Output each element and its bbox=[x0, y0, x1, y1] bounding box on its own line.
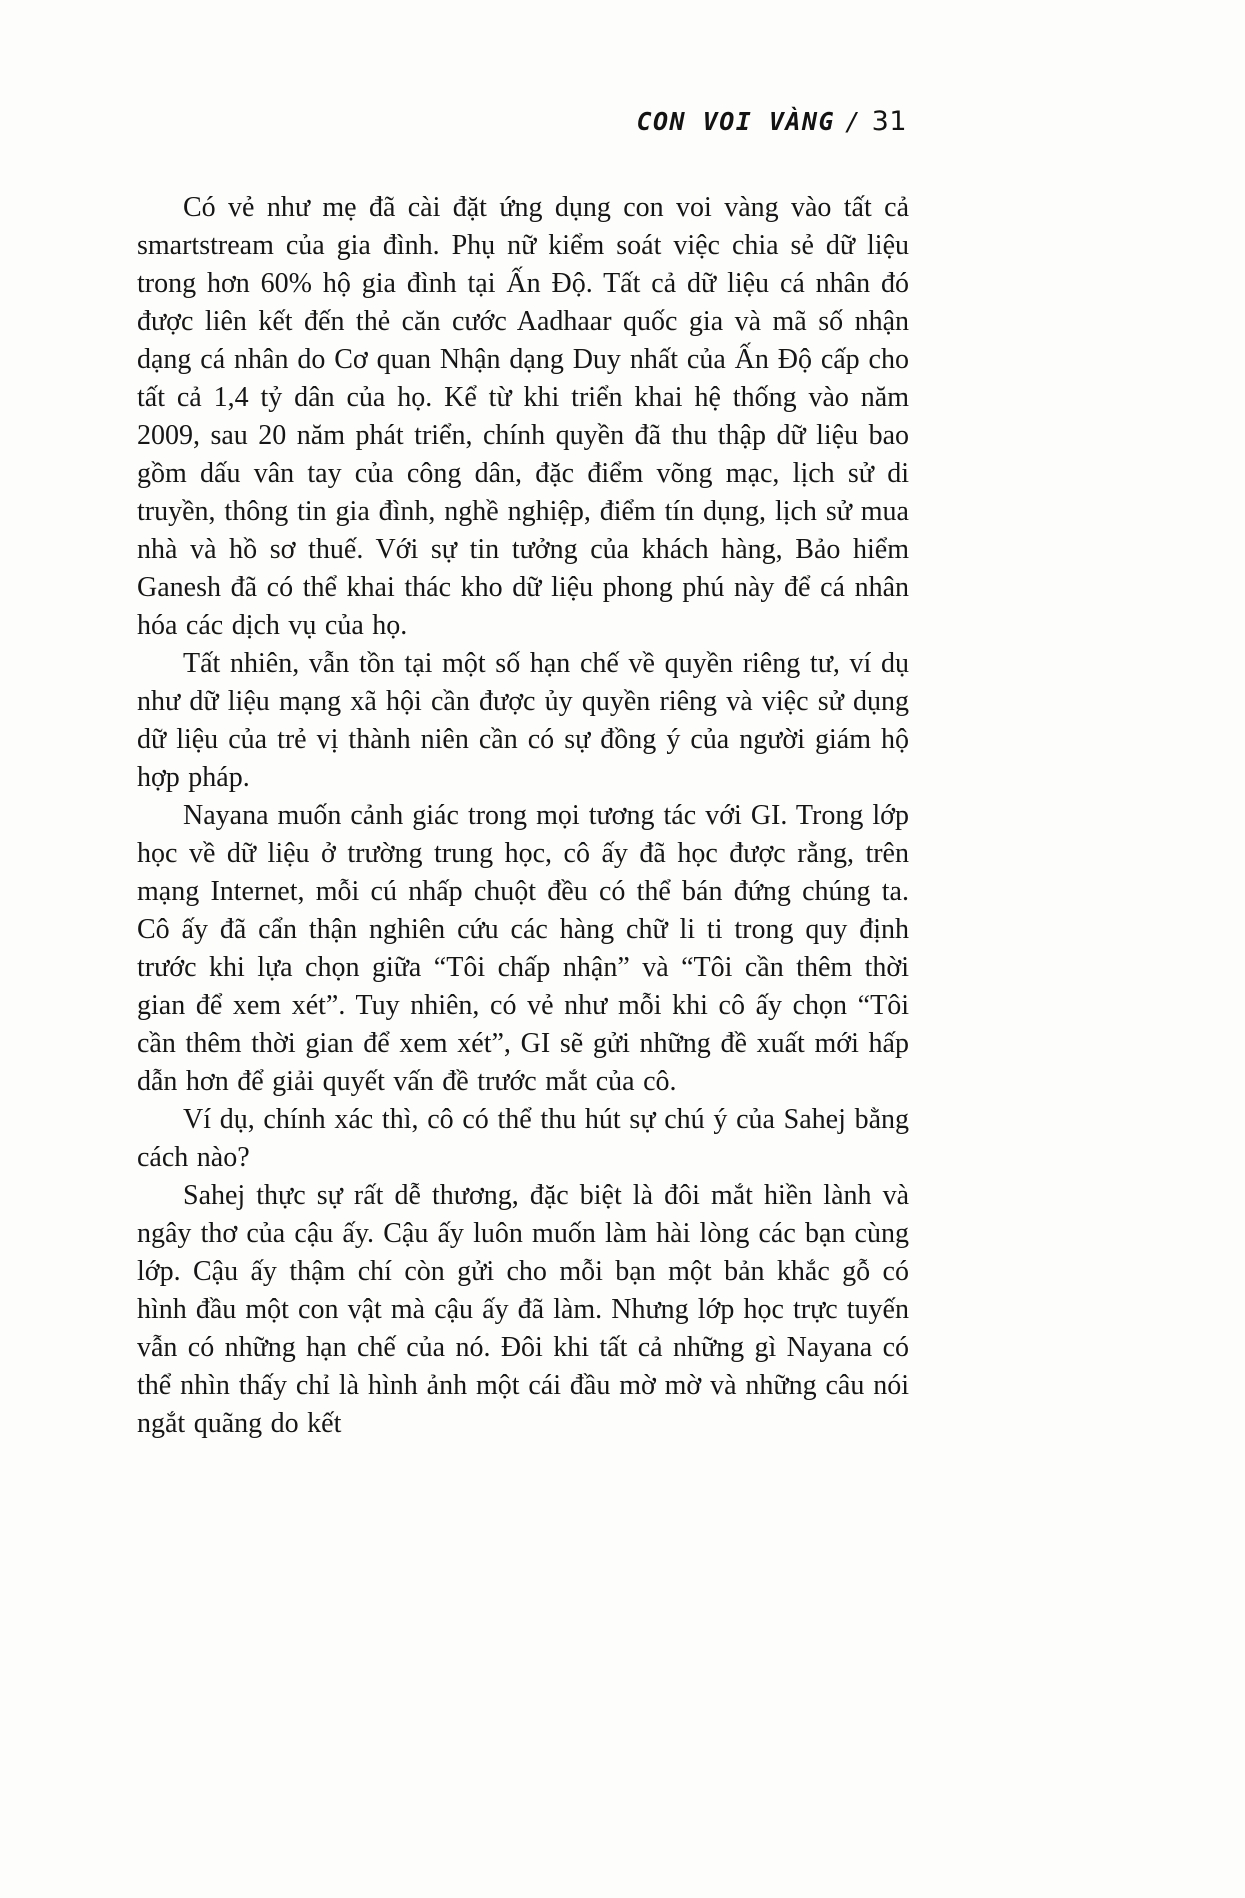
running-head-separator: / bbox=[845, 107, 862, 136]
paragraph: Ví dụ, chính xác thì, cô có thể thu hút sự chú ý của Sahej bằng cách nào? bbox=[137, 1104, 909, 1173]
page-body bbox=[137, 189, 909, 1443]
paragraph: Sahej thực sự rất dễ thương, đặc biệt là đôi mắt hiền lành và ngây thơ của cậu ấy. Cậu ấy luôn muốn làm hài lòng các bạn cùng lớp. Cậu ấy thậm chí còn gửi cho mỗi bạn một bản khắc gỗ có hình đầu một con vật mà cậu ấy đã làm. Nhưng lớp học trực tuyến vẫn có những hạn chế của nó. Đôi khi tất cả những gì Nayana có thể nhìn thấy chỉ là hình ảnh một cái đầu mờ mờ và những câu nói ngắt quãng do kết bbox=[137, 1180, 909, 1439]
paragraph: Nayana muốn cảnh giác trong mọi tương tác với GI. Trong lớp học về dữ liệu ở trường trung học, cô ấy đã học được rằng, trên mạng Internet, mỗi cú nhấp chuột đều có thể bán đứng chúng ta. Cô ấy đã cẩn thận nghiên cứu các hàng chữ li ti trong quy định trước khi lựa chọn giữa “Tôi chấp nhận” và “Tôi cần thêm thời gian để xem xét”. Tuy nhiên, có vẻ như mỗi khi cô ấy chọn “Tôi cần thêm thời gian để xem xét”, GI sẽ gửi những đề xuất mới hấp dẫn hơn để giải quyết vấn đề trước mắt của cô. bbox=[137, 800, 909, 1097]
running-head-title: CON VOI VÀNG bbox=[636, 107, 836, 136]
text-column bbox=[137, 106, 909, 1443]
paragraph: Tất nhiên, vẫn tồn tại một số hạn chế về quyền riêng tư, ví dụ như dữ liệu mạng xã hội cần được ủy quyền riêng và việc sử dụng dữ liệu của trẻ vị thành niên cần có sự đồng ý của người giám hộ hợp pháp. bbox=[137, 648, 909, 793]
page-number: 31 bbox=[871, 106, 907, 137]
paragraph: Có vẻ như mẹ đã cài đặt ứng dụng con voi vàng vào tất cả smartstream của gia đình. Phụ nữ kiểm soát việc chia sẻ dữ liệu trong hơn 60% hộ gia đình tại Ấn Độ. Tất cả dữ liệu cá nhân đó được liên kết đến thẻ căn cước Aadhaar quốc gia và mã số nhận dạng cá nhân do Cơ quan Nhận dạng Duy nhất của Ấn Độ cấp cho tất cả 1,4 tỷ dân của họ. Kể từ khi triển khai hệ thống vào năm 2009, sau 20 năm phát triển, chính quyền đã thu thập dữ liệu bao gồm dấu vân tay của công dân, đặc điểm võng mạc, lịch sử di truyền, thông tin gia đình, nghề nghiệp, điểm tín dụng, lịch sử mua nhà và hồ sơ thuế. Với sự tin tưởng của khách hàng, Bảo hiểm Ganesh đã có thể khai thác kho dữ liệu phong phú này để cá nhân hóa các dịch vụ của họ. bbox=[137, 192, 909, 641]
running-head bbox=[137, 106, 909, 137]
